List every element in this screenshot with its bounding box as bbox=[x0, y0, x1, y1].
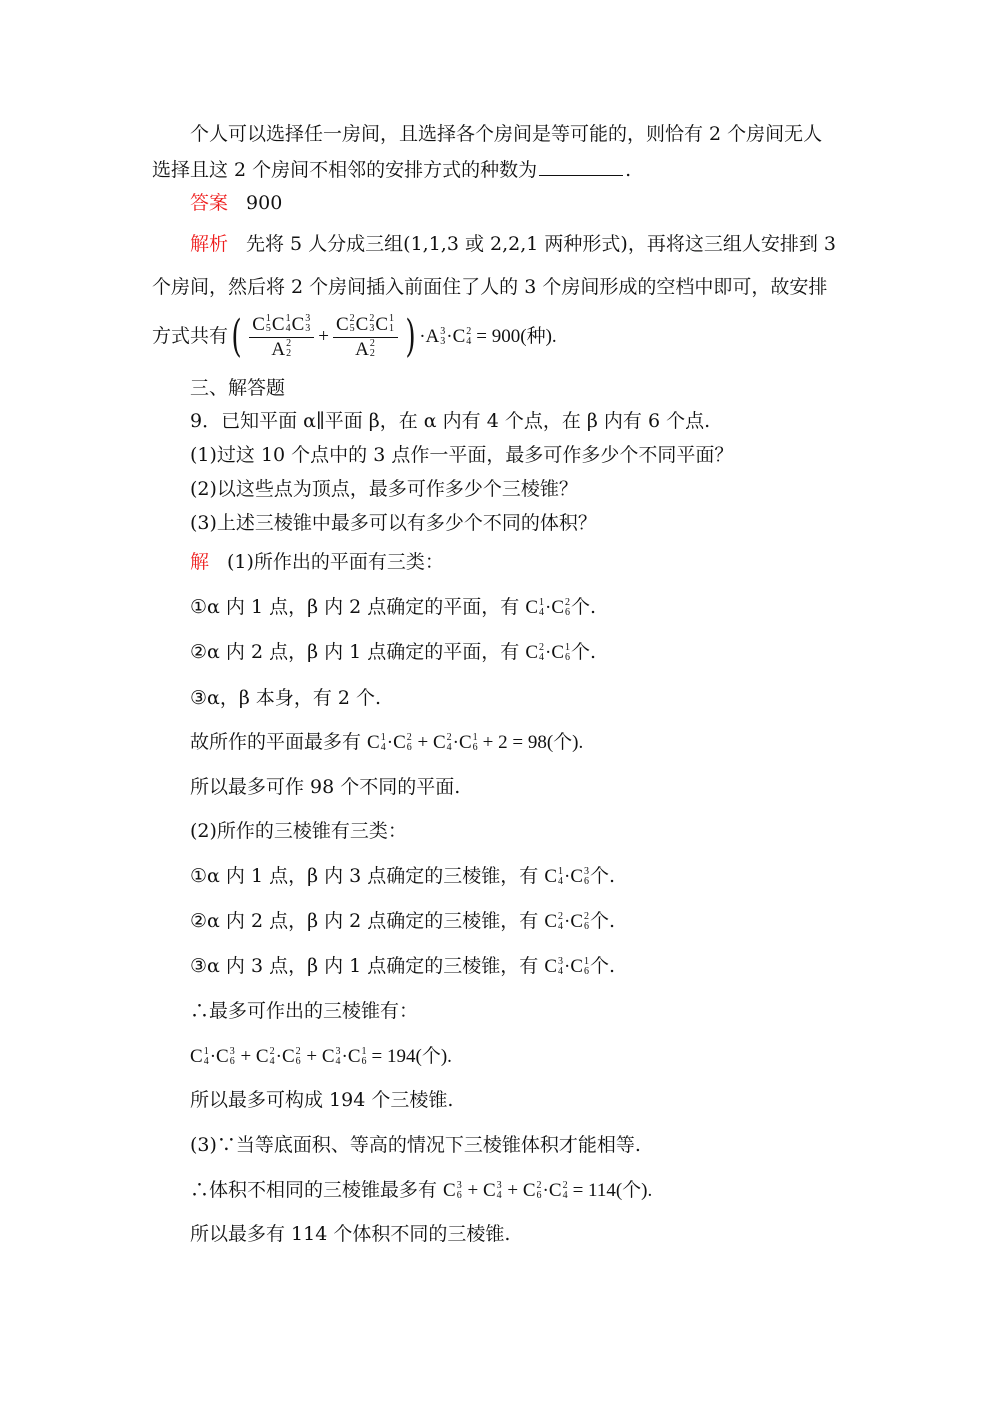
math-term: C 1 5 bbox=[252, 313, 271, 335]
math-term: C 3 4 bbox=[544, 955, 563, 977]
solution-1-case-1 bbox=[190, 594, 596, 621]
combination-expr: C 1 4 ·C 3 6 bbox=[544, 866, 590, 887]
combination-expr: C 2 4 ·C 2 6 bbox=[544, 911, 590, 932]
math-term: C 2 6 bbox=[281, 1045, 301, 1067]
analysis-text: 方式共有 bbox=[152, 325, 229, 347]
math-term: C 2 4 bbox=[544, 910, 563, 932]
solution-text: 个. bbox=[571, 596, 597, 618]
solution-part-1-intro bbox=[190, 549, 444, 575]
analysis-line-2 bbox=[152, 274, 827, 300]
solution-text: ∴最多可作出的三棱锥有： bbox=[190, 1000, 419, 1022]
analysis-line-1 bbox=[190, 231, 836, 257]
solution-text: 所以最多可作 98 个不同的平面. bbox=[190, 776, 461, 798]
solution-text: ②α 内 2 点，β 内 2 点确定的三棱锥，有 bbox=[190, 910, 545, 932]
math-term: C 2 4 bbox=[452, 325, 472, 347]
math-term: A 2 2 bbox=[271, 338, 292, 360]
fraction-2-denominator bbox=[355, 338, 376, 361]
solution-2-case-3 bbox=[190, 953, 615, 980]
problem-text: 选择且这 2 个房间不相邻的安排方式的种数为 bbox=[152, 159, 538, 181]
solution-text: 个. bbox=[590, 910, 616, 932]
question-text: (3)上述三棱锥中最多可以有多少个不同的体积？ bbox=[190, 512, 597, 534]
solution-2-case-2 bbox=[190, 908, 615, 935]
solution-2-conclusion bbox=[190, 1087, 453, 1113]
answer-blank bbox=[539, 157, 623, 176]
question-text: (2)以这些点为顶点，最多可作多少个三棱锥？ bbox=[190, 478, 578, 500]
combination-expr: C 2 4 ·C 1 6 bbox=[433, 732, 479, 753]
math-term: C 1 6 bbox=[347, 1045, 367, 1067]
problem-text-line-1 bbox=[190, 121, 822, 147]
solution-1-total: 故所作的平面最多有 C 1 4 ·C 2 6 + C 2 4 ·C 1 6 + 2 = 98(个). bbox=[190, 729, 583, 756]
math-term: C 3 3 bbox=[291, 313, 311, 335]
combination-expr: C 2 4 ·C 1 6 bbox=[525, 642, 571, 663]
math-term: C 3 6 bbox=[216, 1045, 235, 1067]
math-term: A 3 3 bbox=[425, 325, 446, 347]
section-heading-text: 三、解答题 bbox=[190, 377, 286, 399]
combination-expr: C 1 4 ·C 2 6 bbox=[525, 597, 571, 618]
math-term: C 2 5 bbox=[335, 313, 355, 335]
total-result: = 114(个). bbox=[572, 1180, 653, 1201]
analysis-text: 先将 5 人分成三组(1,1,3 或 2,2,1 两种形式)，再将这三组人安排到 3 bbox=[246, 233, 836, 255]
analysis-label: 解析 bbox=[190, 233, 229, 255]
solution-text: ①α 内 1 点，β 内 3 点确定的三棱锥，有 bbox=[190, 865, 545, 887]
mul-dot: · bbox=[446, 326, 453, 347]
solution-text: ①α 内 1 点，β 内 2 点确定的平面，有 bbox=[190, 596, 526, 618]
fraction-1 bbox=[249, 314, 314, 361]
math-term: C 2 4 bbox=[432, 731, 452, 753]
solution-text: 个. bbox=[571, 641, 597, 663]
section-heading bbox=[190, 375, 285, 401]
combination-expr: C 3 6 + C 3 4 + C 2 6 ·C 2 4 bbox=[443, 1179, 568, 1201]
formula-result: = 900(种). bbox=[476, 326, 557, 347]
solution-3-therefore bbox=[190, 1177, 652, 1204]
answer-value: 900 bbox=[246, 192, 283, 214]
math-term: C 1 4 bbox=[190, 1045, 209, 1067]
answer-line bbox=[190, 190, 282, 216]
math-term: C 2 4 bbox=[525, 641, 544, 663]
question-text: (1)过这 10 个点中的 3 点作一平面，最多可作多少个不同平面？ bbox=[190, 444, 734, 466]
solution-1-case-3 bbox=[190, 685, 381, 711]
total-result: + 2 = 98(个). bbox=[482, 732, 584, 753]
solution-part-2-intro bbox=[190, 818, 407, 844]
plus-sign: + bbox=[318, 326, 329, 347]
solution-2-case-1 bbox=[190, 863, 615, 890]
combination-expr: C 2 4 ·C 2 6 bbox=[256, 1046, 302, 1067]
solution-1-conclusion bbox=[190, 774, 460, 800]
question-9-stem bbox=[190, 408, 710, 434]
math-term: C 2 3 bbox=[355, 313, 375, 335]
solution-text: ③α，β 本身，有 2 个. bbox=[190, 687, 382, 709]
solution-1-case-2 bbox=[190, 639, 596, 666]
solution-text: ∴体积不相同的三棱锥最多有 bbox=[190, 1179, 444, 1201]
solution-3-because bbox=[190, 1132, 641, 1158]
question-9-part-2 bbox=[190, 476, 578, 502]
solution-2-total: C 1 4 ·C 3 6 + C 2 4 ·C 2 6 + C 3 4 ·C 1 6 = 194(个). bbox=[190, 1043, 452, 1070]
solution-2-therefore bbox=[190, 998, 418, 1024]
answer-label: 答案 bbox=[190, 192, 229, 214]
math-term: C 3 6 bbox=[570, 865, 590, 887]
math-term: C 2 6 bbox=[551, 596, 571, 618]
combination-expr: C 3 4 ·C 1 6 bbox=[544, 956, 590, 977]
math-term: A 2 2 bbox=[355, 338, 375, 360]
mul-dot: · bbox=[419, 326, 426, 347]
math-term: C 1 4 bbox=[367, 731, 386, 753]
solution-text: 故所作的平面最多有 bbox=[190, 731, 368, 753]
combination-expr: C 1 4 ·C 3 6 bbox=[190, 1046, 236, 1067]
combination-expr: C 1 4 ·C 2 6 bbox=[367, 732, 413, 753]
math-term: C 3 4 bbox=[321, 1045, 341, 1067]
solution-text: (1)所作出的平面有三类： bbox=[227, 551, 444, 573]
solution-label: 解 bbox=[190, 551, 210, 573]
problem-text-line-2 bbox=[152, 157, 631, 183]
combination-expr: C 3 4 ·C 1 6 bbox=[322, 1046, 368, 1067]
fraction-2 bbox=[333, 314, 398, 361]
solution-text: (3)∵当等底面积、等高的情况下三棱锥体积才能相等. bbox=[190, 1134, 641, 1156]
question-9-part-3 bbox=[190, 510, 597, 536]
solution-text: 个. bbox=[590, 865, 616, 887]
left-paren: ( bbox=[231, 311, 242, 362]
fraction-1-denominator bbox=[271, 338, 292, 361]
math-term: C 1 4 bbox=[544, 865, 563, 887]
solution-text: 所以最多可构成 194 个三棱锥. bbox=[190, 1089, 454, 1111]
solution-text: (2)所作的三棱锥有三类： bbox=[190, 820, 407, 842]
analysis-formula-line bbox=[152, 312, 557, 361]
math-term: C 2 6 bbox=[570, 910, 590, 932]
fraction-2-numerator bbox=[333, 314, 398, 338]
math-term: C 1 4 bbox=[271, 313, 291, 335]
solution-text: ③α 内 3 点，β 内 1 点确定的三棱锥，有 bbox=[190, 955, 545, 977]
fraction-1-numerator bbox=[249, 314, 314, 338]
solution-3-conclusion bbox=[190, 1221, 510, 1247]
math-term: C 1 1 bbox=[375, 313, 395, 335]
solution-text: 所以最多有 114 个体积不同的三棱锥. bbox=[190, 1223, 511, 1245]
right-paren: ) bbox=[405, 311, 416, 362]
math-term: C 2 4 bbox=[255, 1045, 275, 1067]
solution-text: 个. bbox=[590, 955, 616, 977]
problem-text: 个人可以选择任一房间，且选择各个房间是等可能的，则恰有 2 个房间无人 bbox=[190, 123, 823, 145]
question-text: 9．已知平面 α∥平面 β，在 α 内有 4 个点，在 β 内有 6 个点. bbox=[190, 410, 711, 432]
question-9-part-1 bbox=[190, 442, 733, 468]
total-result: = 194(个). bbox=[371, 1046, 452, 1067]
combination-term bbox=[453, 326, 473, 347]
period: . bbox=[625, 159, 632, 181]
math-term: C 1 4 bbox=[525, 596, 544, 618]
arrangement-term bbox=[426, 326, 447, 347]
math-term: C 1 6 bbox=[458, 731, 478, 753]
analysis-text: 个房间，然后将 2 个房间插入前面住了人的 3 个房间形成的空档中即可，故安排 bbox=[152, 276, 828, 298]
math-term: C 1 6 bbox=[570, 955, 590, 977]
math-term: C 1 6 bbox=[551, 641, 571, 663]
math-term: C 2 6 bbox=[393, 731, 412, 753]
solution-text: ②α 内 2 点，β 内 1 点确定的平面，有 bbox=[190, 641, 526, 663]
